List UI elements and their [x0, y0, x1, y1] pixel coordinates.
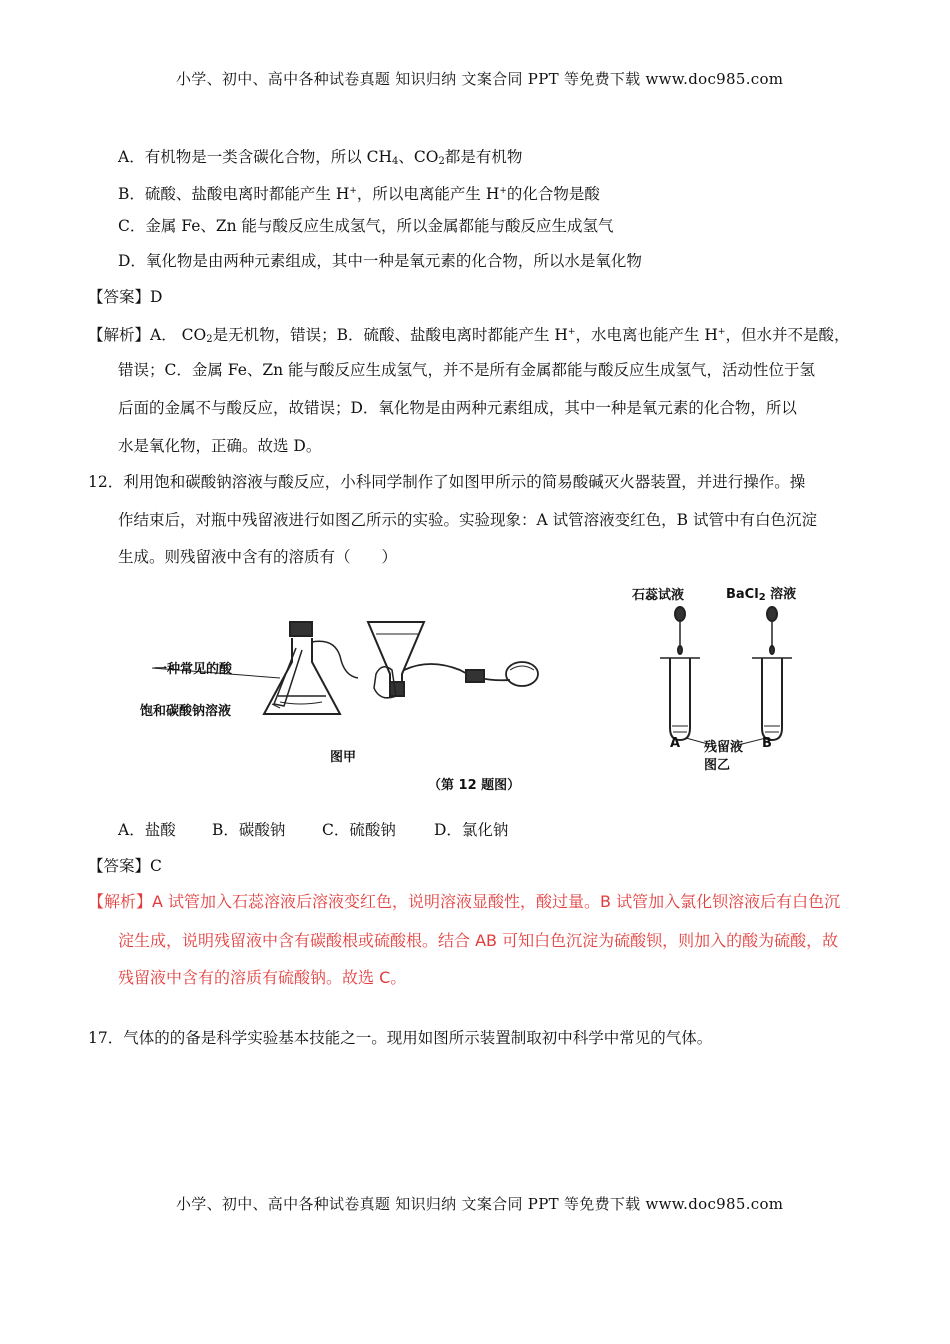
q12-analysis-line2: 淀生成，说明残留液中含有碳酸根或硫酸根。结合 AB 可知白色沉淀为硫酸钡，则加入的酸为硫酸，故	[118, 931, 839, 950]
q12-option-d: D．氯化钠	[434, 821, 509, 839]
q11-option-d: D．氧化物是由两种元素组成，其中一种是氧元素的化合物，所以水是氧化物	[118, 252, 642, 270]
outlet-tube	[312, 641, 358, 678]
label-tube-b: B	[762, 736, 772, 751]
q12-option-c: C．硫酸钠	[322, 821, 396, 839]
label-residue: 残留液	[704, 740, 744, 755]
acid-tube	[274, 648, 302, 706]
label-sodium-carbonate-solution: 饱和碳酸钠溶液	[140, 704, 232, 719]
flask-body	[264, 638, 340, 714]
page-header: 小学、初中、高中各种试卷真题 知识归纳 文案合同 PPT 等免费下载 www.doc985.com	[176, 70, 784, 88]
label-figure-yi: 图乙	[704, 758, 731, 773]
q12-answer: 【答案】C	[88, 857, 162, 875]
flask-stopper	[290, 622, 312, 636]
q11-analysis-line1: 【解析】A． $CO_2$是无机物，错误；B．硫酸、盐酸电离时都能产生 H+，水电离也能产生 H+，但水并不是酸，	[88, 326, 850, 345]
q12-stem-line3: 生成。则残留液中含有的溶质有（ ）	[118, 548, 398, 566]
label-figure-jia: 图甲	[330, 750, 357, 765]
label-common-acid: 一种常见的酸	[154, 662, 233, 677]
page-footer: 小学、初中、高中各种试卷真题 知识归纳 文案合同 PPT 等免费下载 www.doc985.com	[176, 1195, 784, 1213]
test-tube-b	[762, 658, 782, 740]
q12-stem-line2: 作结束后，对瓶中残留液进行如图乙所示的实验。实验现象：A 试管溶液变红色，B 试管中有白色沉淀	[118, 511, 817, 529]
q12-stem-line1: 12．利用饱和碳酸钠溶液与酸反应，小科同学制作了如图甲所示的简易酸碱灭火器装置，并进行操作。操	[88, 473, 806, 491]
q11-option-c: C．金属 Fe、Zn 能与酸反应生成氢气，所以金属都能与酸反应生成氢气	[118, 217, 614, 235]
label-tube-a: A	[670, 736, 681, 751]
q12-option-b: B．碳酸钠	[212, 821, 286, 839]
hose	[404, 664, 510, 680]
q17-stem: 17．气体的的备是科学实验基本技能之一。现用如图所示装置制取初中科学中常见的气体。	[88, 1029, 713, 1047]
q11-analysis-line4: 水是氧化物，正确。故选 D。	[118, 437, 322, 455]
q12-options	[118, 820, 508, 840]
test-tube-a	[670, 658, 690, 740]
q11-analysis-line3: 后面的金属不与酸反应，故错误；D．氧化物是由两种元素组成，其中一种是氧元素的化合物，所以	[118, 399, 797, 417]
q12-analysis-line3: 残留液中含有的溶质有硫酸钠。故选 C。	[118, 968, 407, 987]
q11-option-b: B．硫酸、盐酸电离时都能产生 H+，所以电离能产生 H+的化合物是酸	[118, 185, 600, 203]
label-bacl2: BaCl$_2$ 溶液	[726, 587, 797, 603]
q11-analysis-line2: 错误；C．金属 Fe、Zn 能与酸反应生成氢气，并不是所有金属都能与酸反应生成氢气，活动性位于氢	[118, 361, 816, 379]
q12-option-a: A．盐酸	[118, 821, 176, 839]
q12-analysis-line1: 【解析】A 试管加入石蕊溶液后溶液变红色，说明溶液显酸性，酸过量。B 试管加入氯化钡溶液后有白色沉	[88, 892, 841, 911]
figure-caption: （第 12 题图）	[428, 778, 521, 793]
q11-answer: 【答案】D	[88, 288, 163, 306]
figure-12	[130, 578, 830, 798]
label-litmus: 石蕊试液	[632, 588, 685, 603]
q11-option-a: A．有机物是一类含碳化合物，所以 $CH_4$、$CO_2$都是有机物	[118, 148, 523, 167]
